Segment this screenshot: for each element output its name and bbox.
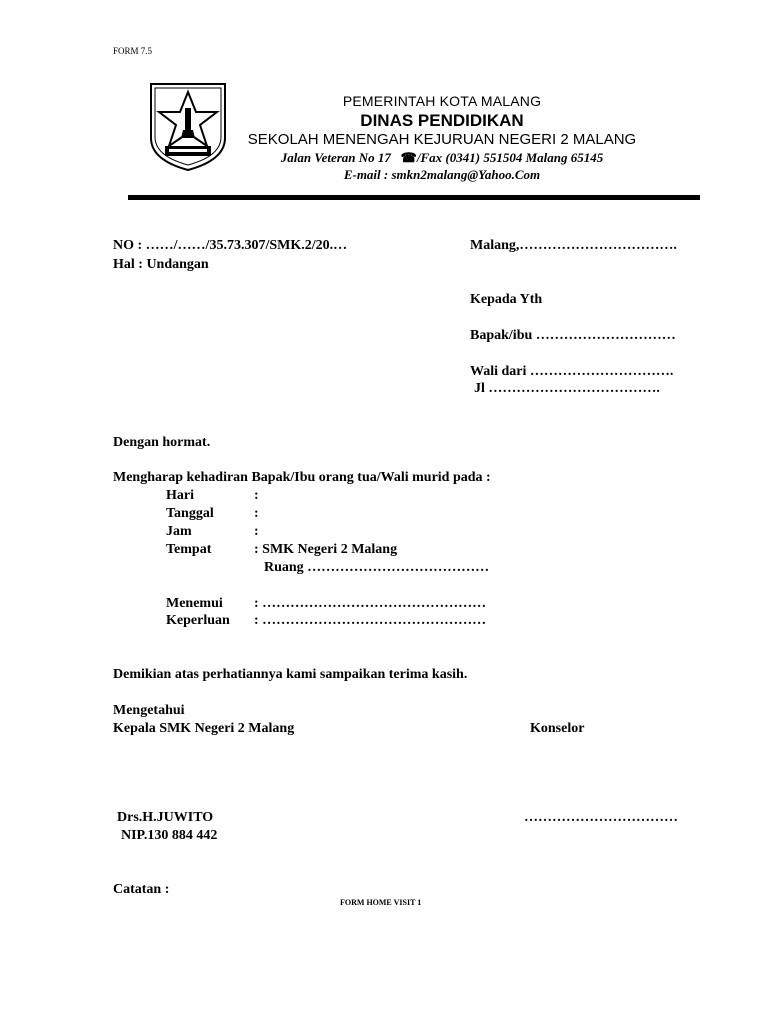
address-street: Jalan Veteran No 17 bbox=[280, 150, 391, 165]
closing-sentence: Demikian atas perhatiannya kami sampaikan terima kasih. bbox=[113, 667, 468, 682]
detail-purpose-label: Keperluan bbox=[166, 613, 230, 628]
recipient-guardian: Wali dari …………………………. bbox=[470, 364, 674, 379]
letter-number: NO : ……/……/35.73.307/SMK.2/20.… bbox=[113, 238, 348, 253]
counselor-signature-blank: …………………………… bbox=[524, 810, 678, 825]
detail-meet-value: : ………………………………………… bbox=[254, 596, 487, 611]
city-emblem-logo bbox=[147, 80, 229, 172]
greeting: Dengan hormat. bbox=[113, 435, 211, 450]
recipient-heading: Kepada Yth bbox=[470, 292, 543, 307]
letterhead-school-name: SEKOLAH MENENGAH KEJURUAN NEGERI 2 MALANG bbox=[247, 131, 637, 148]
detail-room: Ruang ………………………………… bbox=[264, 560, 490, 575]
body-paragraph: Mengharap kehadiran Bapak/Ibu orang tua/Wali murid pada : bbox=[113, 470, 491, 485]
form-code: FORM 7.5 bbox=[113, 46, 153, 56]
detail-place-label: Tempat bbox=[166, 542, 212, 557]
detail-day-value: : bbox=[254, 488, 259, 503]
recipient-parent: Bapak/ibu ………………………… bbox=[470, 328, 676, 343]
acknowledged-label: Mengetahui bbox=[113, 703, 185, 718]
principal-name: Drs.H.JUWITO bbox=[117, 810, 214, 825]
principal-nip: NIP.130 884 442 bbox=[121, 828, 218, 843]
detail-place-value: : SMK Negeri 2 Malang bbox=[254, 542, 398, 557]
counselor-title: Konselor bbox=[530, 721, 585, 736]
detail-time-label: Jam bbox=[166, 524, 192, 539]
detail-meet-label: Menemui bbox=[166, 596, 223, 611]
detail-time-value: : bbox=[254, 524, 259, 539]
letterhead-email: E-mail : smkn2malang@Yahoo.Com bbox=[343, 167, 541, 182]
footer-form-code: FORM HOME VISIT 1 bbox=[340, 898, 422, 907]
letterhead-address bbox=[232, 150, 652, 166]
address-fax: /Fax (0341) 551504 Malang 65145 bbox=[416, 150, 604, 165]
detail-purpose-value: : ………………………………………… bbox=[254, 613, 487, 628]
place-date: Malang,……………………………. bbox=[470, 238, 677, 253]
detail-day-label: Hari bbox=[166, 488, 194, 503]
detail-date-label: Tanggal bbox=[166, 506, 214, 521]
detail-date-value: : bbox=[254, 506, 259, 521]
letter-subject: Hal : Undangan bbox=[113, 257, 209, 272]
letterhead-department: DINAS PENDIDIKAN bbox=[360, 111, 524, 130]
recipient-street: Jl ………………………………. bbox=[474, 381, 660, 396]
principal-title: Kepala SMK Negeri 2 Malang bbox=[113, 721, 295, 736]
phone-icon: ☎ bbox=[394, 150, 417, 165]
letterhead-government: PEMERINTAH KOTA MALANG bbox=[342, 93, 542, 109]
letterhead-divider bbox=[128, 195, 700, 200]
notes-label: Catatan : bbox=[113, 882, 170, 897]
